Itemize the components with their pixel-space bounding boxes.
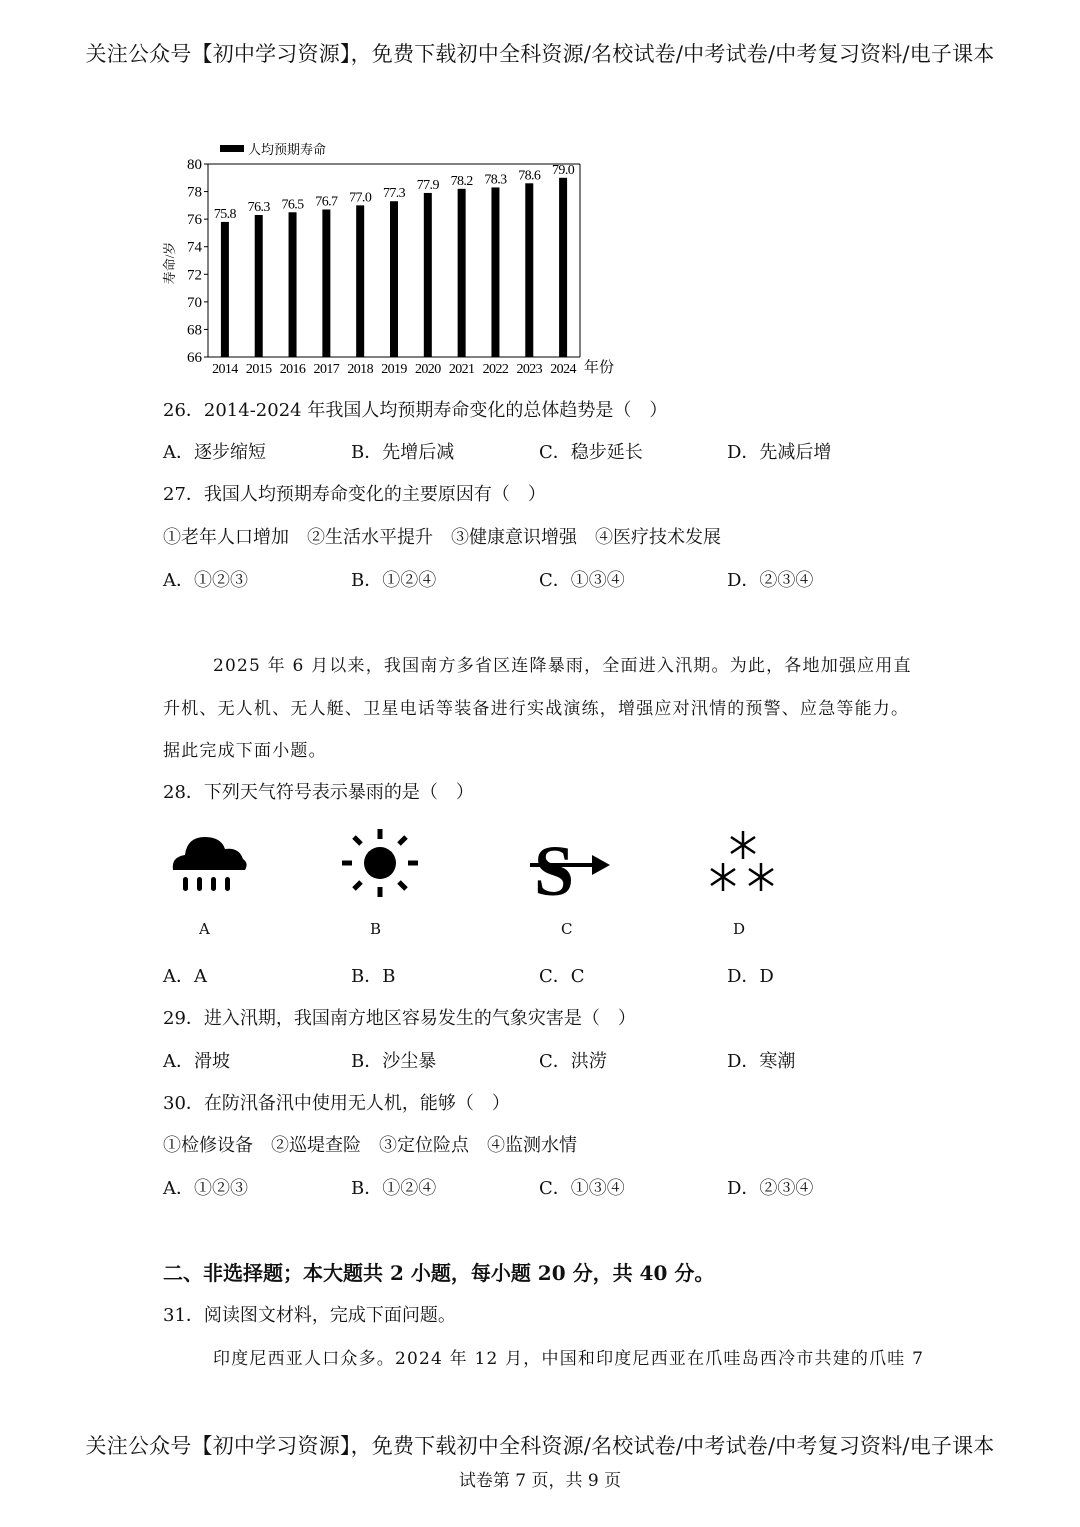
- x-axis-label: 年份: [584, 360, 615, 376]
- bar-2023: [525, 183, 533, 357]
- bar-2017: [322, 209, 330, 357]
- y-tick-label: 68: [187, 322, 202, 339]
- q31-material-line-1: 印度尼西亚人口众多。2024 年 12 月，中国和印度尼西亚在爪哇岛西冷市共建的爪哇 7: [213, 1349, 925, 1369]
- data-label-2018: 77.0: [349, 190, 372, 206]
- bar-2024: [559, 178, 567, 357]
- x-tick-label-2016: 2016: [279, 362, 306, 377]
- q27-items: ①老年人口增加 ②生活水平提升 ③健康意识增强 ④医疗技术发展: [163, 527, 721, 548]
- symbol-label-d: D: [733, 920, 746, 938]
- life-expectancy-chart: [150, 135, 630, 380]
- q29-option-d[interactable]: D．寒潮: [727, 1051, 796, 1072]
- q29-option-a[interactable]: A．滑坡: [163, 1051, 230, 1072]
- data-label-2014: 75.8: [213, 206, 236, 222]
- question-28-stem: 28．下列天气符号表示暴雨的是（ ）: [163, 782, 474, 803]
- q27-option-b[interactable]: B．①②④: [351, 570, 437, 591]
- question-29-stem: 29．进入汛期，我国南方地区容易发生的气象灾害是（ ）: [163, 1008, 636, 1029]
- data-label-2021: 78.2: [450, 173, 473, 189]
- x-tick-label-2018: 2018: [347, 362, 373, 377]
- sandstorm-icon: [526, 825, 616, 905]
- data-label-2019: 77.3: [382, 186, 406, 202]
- q30-items: ①检修设备 ②巡堤查险 ③定位险点 ④监测水情: [163, 1135, 577, 1156]
- q26-option-d[interactable]: D．先减后增: [727, 442, 832, 463]
- symbol-label-b: B: [370, 920, 382, 938]
- footer-banner: 关注公众号【初中学习资源】，免费下载初中全科资源/名校试卷/中考试卷/中考复习资料/电子课本: [85, 1434, 995, 1458]
- q28-option-c[interactable]: C．C: [539, 966, 585, 987]
- passage-line-3: 据此完成下面小题。: [163, 741, 327, 761]
- x-tick-label-2014: 2014: [212, 362, 238, 377]
- x-tick-label-2020: 2020: [415, 362, 441, 377]
- rainstorm-cloud-icon: [165, 825, 255, 905]
- bar-2014: [221, 222, 229, 357]
- q28-option-a[interactable]: A．A: [163, 966, 207, 987]
- data-label-2023: 78.6: [518, 168, 541, 184]
- y-tick-label: 74: [187, 239, 202, 256]
- symbol-label-c: C: [561, 920, 573, 938]
- data-label-2016: 76.5: [281, 197, 304, 213]
- question-31-stem: 31．阅读图文材料，完成下面问题。: [163, 1305, 456, 1326]
- q27-option-c[interactable]: C．①③④: [539, 570, 625, 591]
- legend-swatch: [220, 145, 244, 152]
- page-number: 试卷第 7 页，共 9 页: [458, 1471, 622, 1491]
- bar-2019: [390, 201, 398, 357]
- bar-2018: [356, 205, 364, 357]
- y-tick-label: 66: [187, 350, 202, 366]
- q29-option-b[interactable]: B．沙尘暴: [351, 1051, 437, 1072]
- q30-option-a[interactable]: A．①②③: [163, 1178, 248, 1199]
- q28-option-d[interactable]: D．D: [727, 966, 774, 987]
- data-label-2020: 77.9: [416, 177, 439, 193]
- header-banner: 关注公众号【初中学习资源】，免费下载初中全科资源/名校试卷/中考试卷/中考复习资料/电子课本: [85, 42, 995, 66]
- y-axis-label: 寿命/岁: [162, 241, 177, 285]
- q27-option-d[interactable]: D．②③④: [727, 570, 814, 591]
- sun-icon: [338, 825, 424, 905]
- q28-option-b[interactable]: B．B: [351, 966, 396, 987]
- snowflakes-icon: [703, 825, 783, 905]
- question-30-stem: 30．在防汛备汛中使用无人机，能够（ ）: [163, 1093, 510, 1114]
- y-tick-label: 72: [187, 267, 202, 284]
- data-label-2015: 76.3: [247, 200, 270, 216]
- passage-line-1: 2025 年 6 月以来，我国南方多省区连降暴雨，全面进入汛期。为此，各地加强应用直: [213, 656, 912, 676]
- bar-2016: [289, 212, 297, 357]
- symbol-label-a: A: [199, 920, 210, 938]
- svg-text:S: S: [534, 831, 575, 905]
- x-tick-label-2022: 2022: [482, 362, 509, 377]
- x-tick-label-2021: 2021: [448, 362, 475, 377]
- q27-option-a[interactable]: A．①②③: [163, 570, 248, 591]
- q29-option-c[interactable]: C．洪涝: [539, 1051, 607, 1072]
- section-2-title: 二、非选择题；本大题共 2 小题，每小题 20 分，共 40 分。: [163, 1261, 715, 1285]
- data-label-2024: 79.0: [552, 162, 575, 178]
- bar-2022: [491, 187, 499, 357]
- q30-option-b[interactable]: B．①②④: [351, 1178, 437, 1199]
- question-27-stem: 27．我国人均预期寿命变化的主要原因有（ ）: [163, 484, 546, 505]
- bar-2021: [458, 189, 466, 357]
- x-tick-label-2015: 2015: [245, 362, 272, 377]
- x-tick-label-2024: 2024: [550, 362, 576, 377]
- q26-option-c[interactable]: C．稳步延长: [539, 442, 643, 463]
- y-tick-label: 80: [187, 157, 202, 173]
- x-tick-label-2017: 2017: [313, 362, 340, 377]
- bar-2015: [255, 215, 263, 357]
- x-tick-label-2019: 2019: [381, 362, 407, 377]
- x-tick-label-2023: 2023: [516, 362, 543, 377]
- y-tick-label: 78: [187, 184, 202, 201]
- legend-label: 人均预期寿命: [248, 142, 327, 157]
- bar-2020: [424, 193, 432, 357]
- q26-option-a[interactable]: A．逐步缩短: [163, 442, 266, 463]
- q30-option-c[interactable]: C．①③④: [539, 1178, 625, 1199]
- passage-line-2: 升机、无人机、无人艇、卫星电话等装备进行实战演练，增强应对汛情的预警、应急等能力。: [163, 699, 910, 719]
- q26-option-b[interactable]: B．先增后减: [351, 442, 455, 463]
- y-tick-label: 76: [187, 212, 202, 229]
- chart-legend: [220, 142, 326, 157]
- y-tick-label: 70: [187, 294, 202, 311]
- data-label-2017: 76.7: [315, 194, 338, 210]
- question-26-stem: 26．2014-2024 年我国人均预期寿命变化的总体趋势是（ ）: [163, 400, 668, 421]
- data-label-2022: 78.3: [484, 172, 507, 188]
- q30-option-d[interactable]: D．②③④: [727, 1178, 814, 1199]
